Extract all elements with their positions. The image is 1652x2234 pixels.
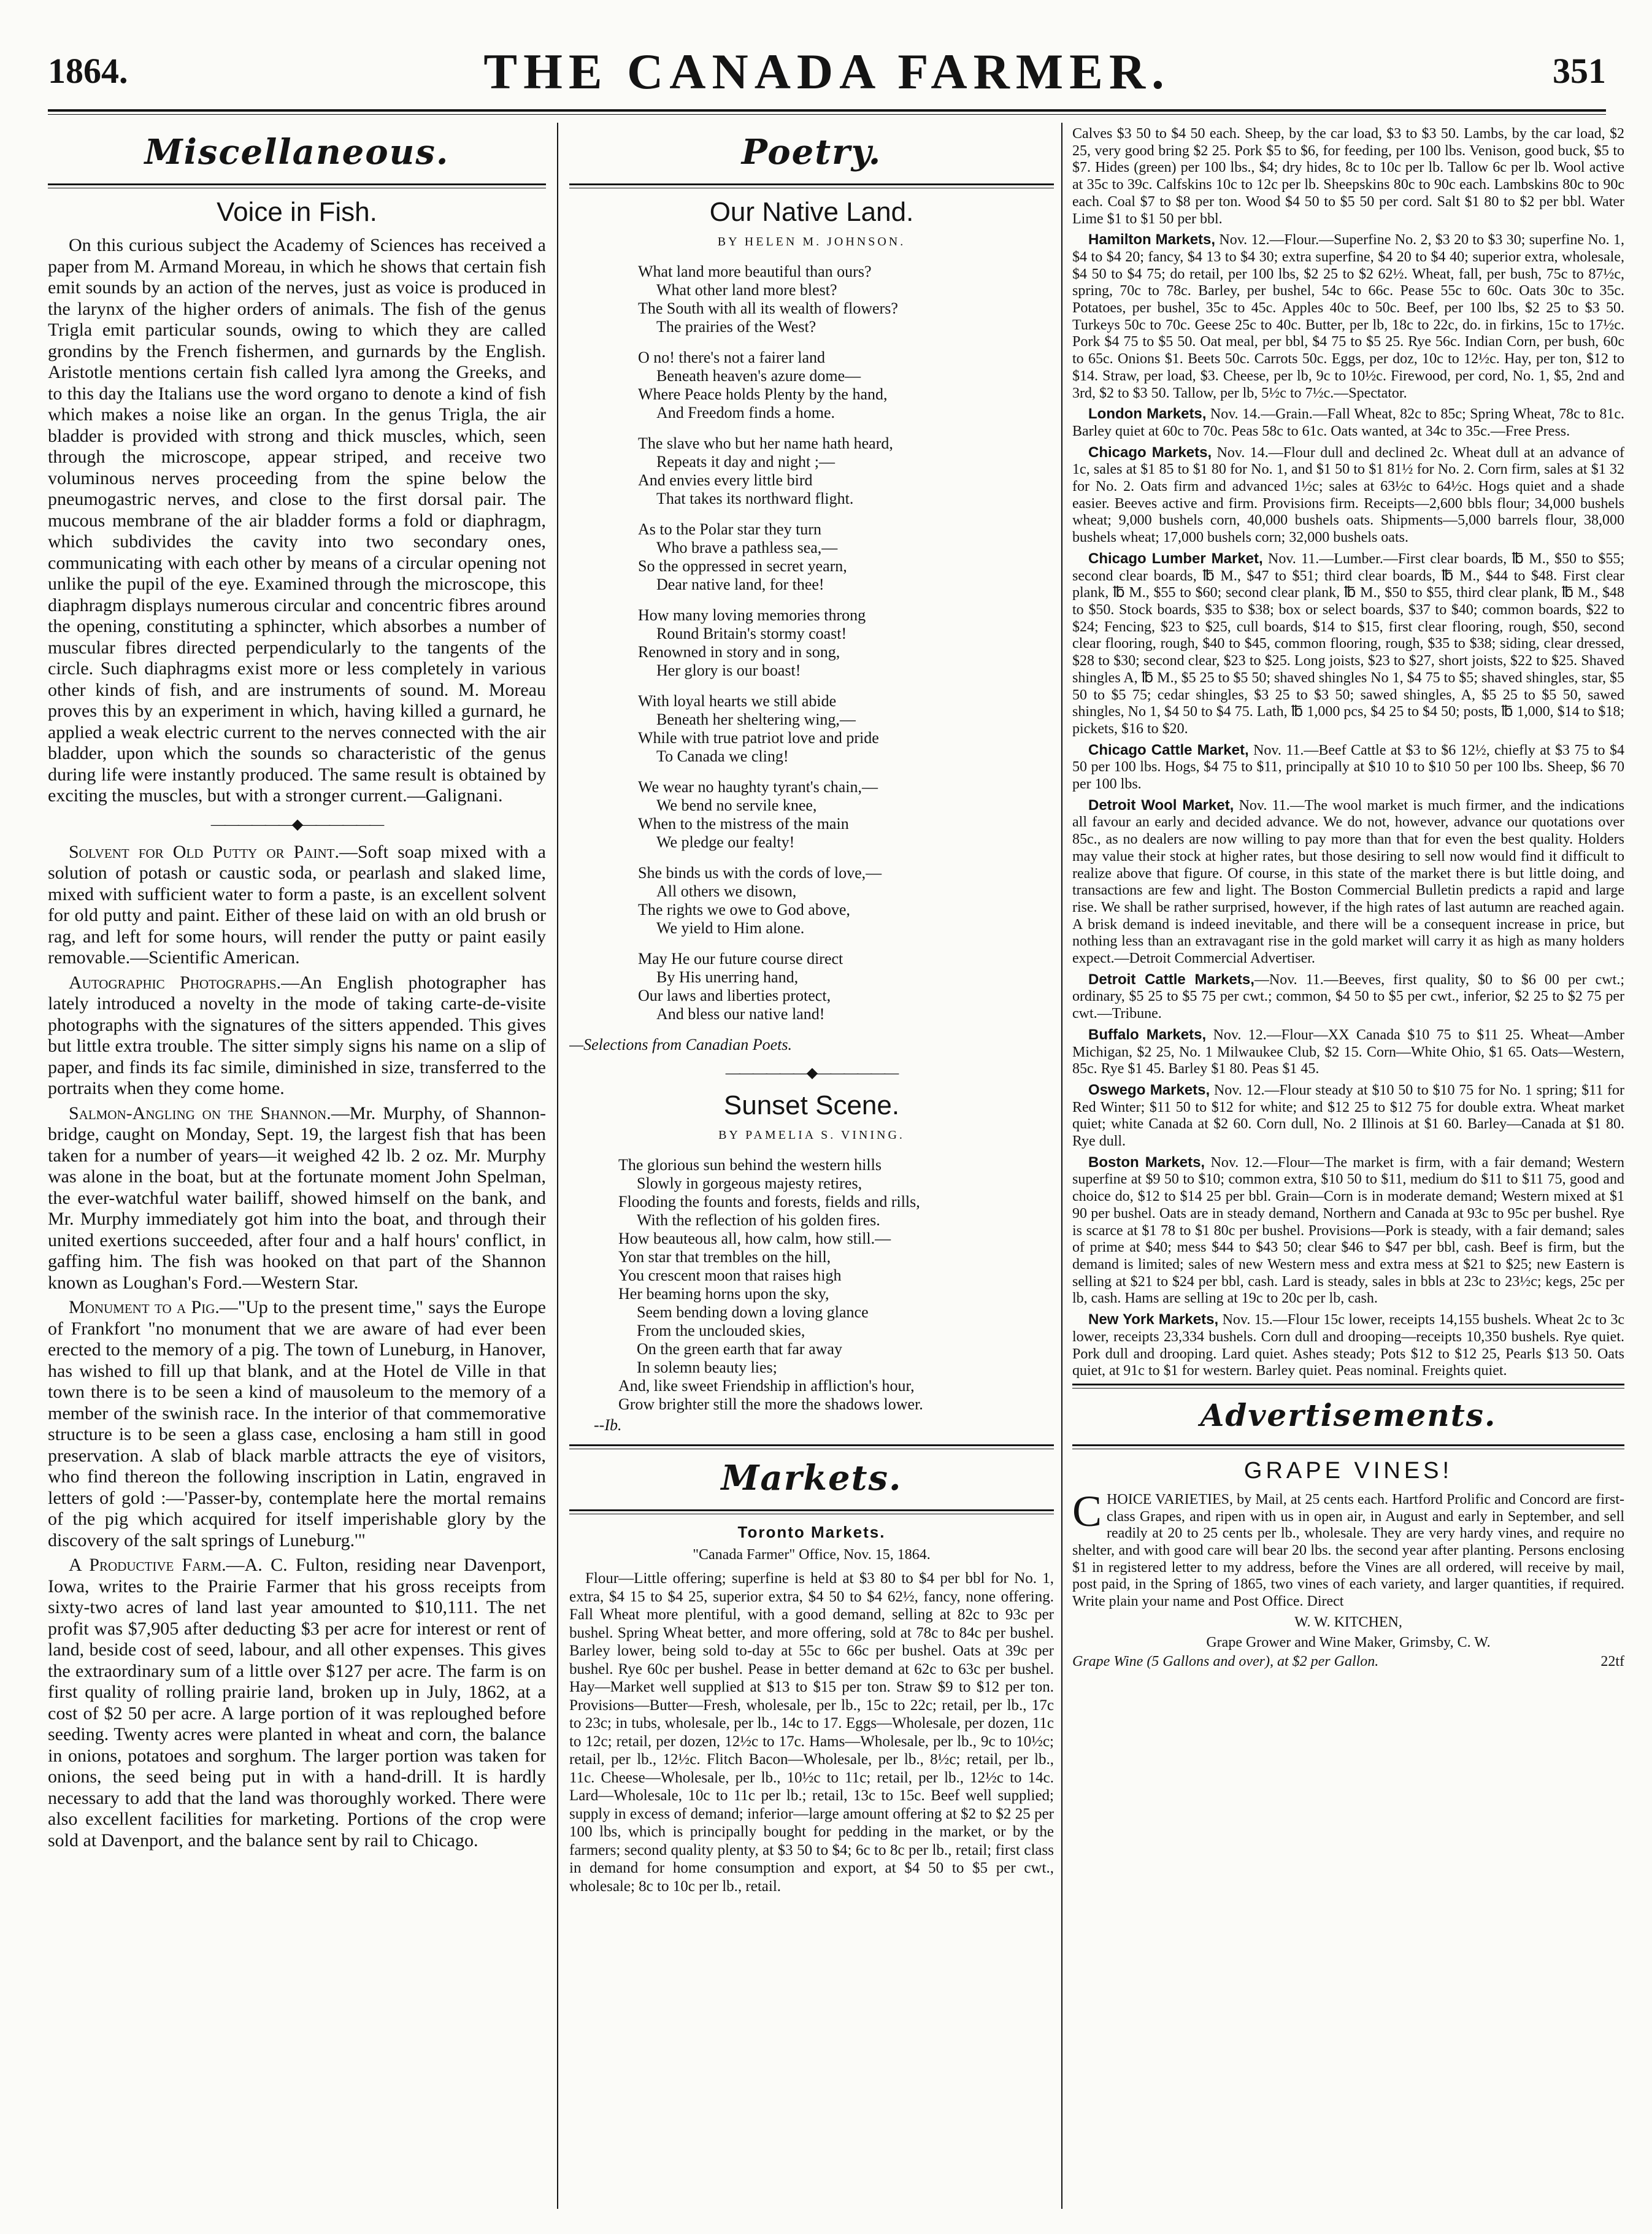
market-text: Nov. 15.—Flour 15c lower, receipts 14,155 bushels. Wheat 2c to 3c lower, receipts 23,334 bushels. Corn dull and drooping—receipts 10,350 bushels. Rye quiet. Pork dull and drooping. Lard quiet. Ashes steady; Pots $12 to $12 25, Pearls $13 50. Oats quiet, at 91c to $1 for western. Barley quiet. Peas nominal. Freights quiet. — [1072, 1312, 1624, 1379]
poem-line: When to the mistress of the main — [638, 815, 849, 833]
section-rule — [48, 183, 546, 188]
poem-line: What land more beautiful than ours? — [638, 263, 872, 280]
run-in-head: Autographic Photographs. — [69, 972, 282, 993]
poem-line: Grow brighter still the more the shadows lower. — [618, 1395, 923, 1413]
section-rule — [569, 1444, 1054, 1449]
article-solvent-putty — [48, 842, 546, 969]
poem-stanza — [638, 864, 1054, 938]
section-rule — [569, 183, 1054, 188]
poem-line: Renowned in story and in song, — [638, 643, 840, 661]
poem-line: We bend no servile knee, — [656, 796, 817, 814]
poem-stanza — [638, 263, 1054, 336]
poem-line: In solemn beauty lies; — [637, 1358, 777, 1376]
market-text: Nov. 12.—Flour steady at $10 50 to $10 75 for No. 1 spring; $11 for Red Winter; $11 50 to $12 for white; and $12 25 to $12 75 for double extra. Wheat market quiet; white Canada at $2 60. Corn dull, No. 2 Illinois at $1 60. Barley—Canada at $1 80. Rye dull. — [1072, 1082, 1624, 1150]
market-text: Nov. 12.—Flour.—Superfine No. 2, $3 20 to $3 30; superfine No. 1, $4 to $4 20; fancy, $4 13 to $4 30; extra superfine, $4 20 to $4 40; superior extra, wholesale, $4 50 to $4 75; do retail, per 100 lbs, $2 25 to $2 62½. Wheat, fall, per bush, 75c to 87½c, spring, 70c to 78c. Barley, per bushel, 54c to 66c. Pease 55c to 60c. Oats 30c to 35c. Potatoes, per bushel, 35c to 45c. Apples 40c to 50c. Beef, per 100 lbs, $2 25 to $3 50. Turkeys 50c to 70c. Geese 25c to 40c. Butter, per lb, 18c to 22c, do. in firkins, 15c to 17½c. Pork $4 75 to $5 50. Oat meal, per bbl, $4 75 to $5 25. Rye 56c. Indian Corn, per bush, 60c to 65c. Onions $1. Beets 50c. Carrots 50c. Eggs, per doz, 10c to 12½c. Hay, per ton, $12 to $14. Straw, per load, $3. Cheese, per lb, 9c to 10½c. Firewood, per cord, No. 1, $5, 2nd and 3rd, $2 to $3 50. Tallow, per lb, 5½c to 7½c.—Spectator. — [1072, 232, 1624, 401]
article-text: —An English photographer has lately introduced a novelty in the mode of taking carte-de-visite photographs with the signatures of the sitters appended. This gives but little extra trouble. The sitter simply signs his name on a slip of paper, and finds its fac simile, diminished in size, transferred to the portraits when they come home. — [48, 972, 546, 1098]
masthead-rule-thin — [48, 114, 1606, 115]
poem-stanza — [638, 778, 1054, 852]
poem-line: Yon star that trembles on the hill, — [618, 1248, 831, 1266]
poem-line: Beneath her sheltering wing,— — [656, 711, 856, 728]
drop-cap: C — [1072, 1486, 1102, 1536]
article-text: —A. C. Fulton, residing near Davenport, Iowa, writes to the Prairie Farmer that his gross receipts from sixty-two acres of land last year amounted to $10,111. The net profit was $7,905 after deducting $3 per acre for interest or rent of land, beside cost of seed, labour, and all other expenses. This gives the extraordinary sum of a little over $127 per acre. The farm is on first quality of rolling prairie land, broken up in July, 1862, at a cost of $2 50 per acre. A large portion of it was reploughed before seeding. Twenty acres were planted in wheat and corn, the balance in onions, potatoes and sorghum. The larger portion was taken for onions, the seed being put in with a hand-drill. It is hardly necessary to add that the land was thoroughly worked. There were also excellent facilities for marketing. Portions of the crop were sold at Davenport, and the balance sent by rail to Chicago. — [48, 1555, 546, 1851]
column-markets-ads — [1072, 126, 1624, 2206]
poem-stanza — [638, 692, 1054, 766]
ad-code: 22tf — [1600, 1653, 1624, 1670]
market-name: London Markets, — [1088, 406, 1207, 423]
section-rule — [569, 1509, 1054, 1514]
column-miscellaneous — [48, 126, 546, 2206]
poem-line: Slowly in gorgeous majesty retires, — [637, 1174, 862, 1192]
poem-credit: --Ib. — [594, 1416, 622, 1434]
poem-byline: BY PAMELIA S. VINING. — [718, 1128, 905, 1142]
section-rule — [1072, 1384, 1624, 1389]
poem-line: Our laws and liberties protect, — [638, 987, 831, 1004]
poem-line: The rights we owe to God above, — [638, 901, 850, 919]
article-title-voice-in-fish: Voice in Fish. — [217, 197, 377, 227]
poem-line: O no! there's not a fairer land — [638, 349, 826, 366]
poem-line: By His unerring hand, — [656, 968, 799, 986]
market-new-york — [1072, 1311, 1624, 1380]
poem-line: Who brave a pathless sea,— — [656, 539, 838, 557]
section-heading-advertisements: Advertisements. — [1200, 1396, 1497, 1433]
market-name: Chicago Lumber Market, — [1088, 550, 1263, 567]
market-name: Hamilton Markets, — [1088, 231, 1216, 248]
section-heading-poetry: Poetry. — [741, 132, 882, 172]
market-chicago-lumber — [1072, 550, 1624, 738]
section-heading-markets: Markets. — [721, 1458, 902, 1498]
ornament-divider: ——————◆—————— — [725, 1065, 898, 1081]
toronto-markets-report: Flour—Little offering; superfine is held at $3 80 to $4 per bbl for No. 1, extra, $4 15 to $4 25, superior extra, $4 50 to $4 62½, fancy, none offering. Fall Wheat more plentiful, with a good demand, selling at 82c to 93c per bushel. Spring Wheat better, and more offering, sold at 78c to 84c per bushel. Barley lower, being sold to-day at 55c to 66c per bushel. Oats at 39c per bushel. Rye 60c per bushel. Pease in better demand at 62c to 63c per bushel. Hay—Market well supplied at $13 to $15 per ton. Straw $9 to $12 per ton. Provisions—Butter—Fresh, wholesale, per lb., 15c to 22c; retail, per lb., 17c to 23c; in tubs, wholesale, per lb., 14c to 17. Eggs—Wholesale, per dozen, 11c to 12c; retail, per dozen, 12½c to 17c. Hams—Wholesale, per lb., 9c to 10½c; retail, per lb., 12½c. Flitch Bacon—Wholesale, per lb., 8½c; retail, per lb., 11c. Cheese—Wholesale, per lb., 10½c to 11c; retail, per lb., 12½c to 14c. Lard—Wholesale, 10c to 11c per lb.; retail, 13c to 15c. Beef well supplied; supply in excess of demand; inferior—large amount offering at $2 to $2 25 per 100 lbs, which is principally bought for pedding in the market, or by the farmers; second quality plenty, at $3 50 to $4; 6c to 8c per lb., retail; first class in demand for home consumption and export, at $4 50 to $5 per cwt., wholesale; 8c to 10c per lb., retail. — [569, 1570, 1054, 1895]
toronto-markets-title: Toronto Markets. — [737, 1523, 886, 1541]
section-rule — [1072, 1444, 1624, 1449]
market-oswego — [1072, 1082, 1624, 1150]
poem-line: Where Peace holds Plenty by the hand, — [638, 385, 888, 403]
poem-byline: BY HELEN M. JOHNSON. — [717, 235, 906, 248]
market-name: Detroit Wool Market, — [1088, 796, 1234, 814]
market-text: Nov. 11.—The wool market is much firmer, and the indications all favour an early and decided advance. We do not, however, advance our quotations over 85c., as no dealers are now willing to pay more than that for even the best quality. Holders may value their stock at higher rates, but those desiring to sell now would find it difficult to realize above that figure. Of course, in this state of the market there is but little doing, and transactions are few and light. The Boston Commercial Bulletin predicts a rapid and large rise. We shall be rather surprised, however, if the high rates of last autumn are reached again. A brisk demand is indeed inevitable, and there will be a consequent increase in price, but nothing less than an extravagant rise in the gold market will carry it as high as many holders expect.—Detroit Commercial Advertiser. — [1072, 797, 1624, 967]
market-detroit-wool — [1072, 797, 1624, 968]
poem-line: Her glory is our boast! — [656, 661, 801, 679]
poem-line: The glorious sun behind the western hills — [618, 1156, 882, 1174]
poem-line: Flooding the founts and forests, fields and rills, — [618, 1193, 920, 1211]
market-name: Chicago Cattle Market, — [1088, 741, 1249, 758]
market-text: Nov. 14.—Flour dull and declined 2c. Wheat dull at an advance of 1c, sales at $1 85 to $1 80 for No. 1, and $1 50 to $1 81½ for No. 2. Corn firm, sales at $1 32 for No. 2. Oats firm and advanced 1½c; sales at 63½c to 64½c. Hogs quiet and a shade easier. Beeves active and firm. Provisions firm. Receipts—2,600 bbls flour; 34,000 bushels wheat; 9,000 bushels corn, 40,000 bushels oats. Shipments—5,000 barrels flour, 38,000 bushels wheat; 17,000 bushels corn; 32,000 bushels oats. — [1072, 444, 1624, 546]
poem-line: You crescent moon that raises high — [618, 1266, 842, 1284]
market-name: Oswego Markets, — [1088, 1081, 1210, 1098]
market-name: New York Markets, — [1088, 1311, 1219, 1328]
article-productive-farm — [48, 1555, 546, 1851]
poem-line: So the oppressed in secret yearn, — [638, 557, 847, 575]
ad-grape-vines-text — [1072, 1486, 1624, 1611]
column-divider-1 — [557, 123, 558, 2209]
ad-wine-text: Grape Wine (5 Gallons and over), at $2 per Gallon. — [1072, 1653, 1379, 1670]
column-poetry-markets — [569, 126, 1054, 2206]
market-chicago-cattle — [1072, 742, 1624, 793]
section-heading-miscellaneous: Miscellaneous. — [144, 132, 450, 172]
poem-title-sunset-scene: Sunset Scene. — [723, 1090, 900, 1120]
poem-line: How beauteous all, how calm, how still.— — [618, 1230, 891, 1247]
masthead-rule — [48, 109, 1606, 112]
poem-line: The prairies of the West? — [656, 318, 816, 336]
poem-line: And envies every little bird — [638, 471, 813, 489]
market-name: Chicago Markets, — [1088, 444, 1212, 461]
market-text: Nov. 14.—Grain.—Fall Wheat, 82c to 85c; Spring Wheat, 78c to 81c. Barley quiet at 60c to 70c. Peas 58c to 61c. Oats wanted, at 34c to 35c.—Free Press. — [1072, 406, 1624, 439]
toronto-markets-continued: Calves $3 50 to $4 50 each. Sheep, by the car load, $3 to $3 50. Lambs, by the car load, $2 25, very good bring $2 25. Pork $5 to $6, for feeding, per 100 lbs. Venison, good buck, $5 to $7. Hides (green) per 100 lbs., $4; dry hides, 8c to 10c per lb. Tallow 6c per lb. Wool active at 35c to 39c. Calfskins 10c to 12c per lb. Sheepskins 80c to 90c each. Lambskins 80c to 90c each. Coal $7 to $8 per ton. Wood $4 50 to $5 50 per cord. Salt $1 80 to $2 per bbl. Water Lime $1 to $1 50 per bbl. — [1072, 126, 1624, 227]
poem-title-our-native-land: Our Native Land. — [709, 197, 914, 227]
run-in-head: Salmon-Angling on the Shannon. — [69, 1103, 331, 1123]
market-text: —Nov. 11.—Beeves, first quality, $0 to $6 00 per cwt.; ordinary, $5 25 to $5 75 per cwt.; common, $4 50 to $5 per cwt., inferior, $2 25 to $2 75 per cwt.—Tribune. — [1072, 971, 1624, 1022]
market-text: Nov. 11.—Lumber.—First clear boards, ℔ M., $50 to $55; second clear boards, ℔ M., $47 to $51; third clear boards, ℔ M., $44 to $48. First clear plank, ℔ M., $55 to $60; second clear plank, ℔ M., $50 to $55, third clear plank, ℔ M., $48 to $50. Stock boards, $35 to $38; box or select boards, $37 to $40; common boards, $22 to $24; Fencing, $23 to $25, cull boards, $14 to $15, first clear flooring, rough, $50, second clear flooring, rough, $40 to $45, common flooring, rough, $35 to $38; siding, clear dressed, $28 to $30; second clear, $23 to $25. Long joists, $23 to $27, short joists, $22 to $25. Shaved shingles A, ℔ M., $5 25 to $5 50; shaved shingles No 1, $4 75 to $5; shaved shingles, star, $5 50 to $5 75; cedar shingles, $3 25 to $3 50; sawed shingles, A, $5 25 to $5 50, sawed shingles, No 1, $4 50 to $4 75. Lath, ℔ 1,000 pcs, $4 25 to $4 50; posts, ℔ 1,000, $14 to $18; pickets, $16 to $20. — [1072, 550, 1624, 737]
market-name: Detroit Cattle Markets, — [1088, 971, 1254, 988]
ad-title-grape-vines: GRAPE VINES! — [1243, 1457, 1453, 1484]
poem-line: What other land more blest? — [656, 281, 837, 299]
poem-sunset-scene — [569, 1156, 1054, 1414]
market-text: Nov. 12.—Flour—XX Canada $10 75 to $11 25. Wheat—Amber Michigan, $2 25, No. 1 Milwaukee Club, $2 15. Corn—White Ohio, $1 65. Oats—Western, 85c. Rye $1 45. Barley $1 80. Peas $1 45. — [1072, 1026, 1624, 1077]
poem-line: That takes its northward flight. — [656, 490, 854, 507]
poem-stanza — [638, 434, 1054, 508]
market-boston — [1072, 1154, 1624, 1308]
poem-line: Repeats it day and night ;— — [656, 453, 836, 471]
masthead — [48, 38, 1606, 106]
run-in-head: Monument to a Pig. — [69, 1297, 220, 1317]
ad-signature: W. W. KITCHEN, — [1294, 1614, 1402, 1630]
article-voice-in-fish: On this curious subject the Academy of Sciences has received a paper from M. Armand Moreau, in which he shows that certain fish emit sounds by an action of the nerves, just as voice is produced in the larynx of the higher orders of animals. The fish of the genus Trigla emit particular sounds, owing to which they are called grondins by the French fishermen, and gurnards by the English. Aristotle mentions certain fish called lyra among the Greeks, and to this day the Italians use the word organo to denote a kind of fish which makes a noise like an organ. In the genus Trigla, the air bladder is provided with strong and thick muscles, which, seen through the microscope, appear striped, and receive two voluminous nerves proceeding from the spine below the pneumogastric nerves, and close to the first dorsal pair. The mucous membrane of the air bladder forms a fold or diaphragm, which subdivides the cavity into two secondary ones, communicating with each other by means of a circular opening not unlike the pupil of the eye. Examined through the microscope, this diaphragm displays numerous circular and concentric fibres around the opening, constituting a sphincter, which absorbes a number of muscular fibres directed perpendicularly to the tangents of the circle. Such diaphragms exist more or less completely in various other kinds of fish, and are instruments of sound. M. Moreau proves this by an experiment in which, having killed a gurnard, he applied a weak electric current to the nerves connected with the air bladder, upon which the sounds so characteristic of the genus during life were instantly produced. The same result is obtained by exciting the muscles, but with a stronger current.—Galignani. — [48, 235, 546, 806]
poem-line: And Freedom finds a home. — [656, 404, 836, 422]
poem-line: To Canada we cling! — [656, 747, 789, 765]
article-text: —Mr. Murphy, of Shannon-bridge, caught on Monday, Sept. 19, the largest fish that has been taken for a number of years—it weighed 42 lb. 2 oz. Mr. Murphy was alone in the boat, but at the fortunate moment John Spelman, the ever-watchful water bailiff, showed himself on the bank, and Mr. Murphy immediately got him into the boat, and through their united exertions succeeded, after four and a half hours' conflict, in gaffing him. The fish was hooked on that part of the Shannon known as Loughan's Ford.—Western Star. — [48, 1103, 546, 1293]
poem-line: May He our future course direct — [638, 950, 843, 968]
poem-line: Round Britain's stormy coast! — [656, 625, 847, 642]
market-name: Boston Markets, — [1088, 1154, 1205, 1171]
ornament-divider: ——————◆—————— — [210, 816, 383, 833]
market-chicago — [1072, 444, 1624, 547]
ad-text: HOICE VARIETIES, by Mail, at 25 cents each. Hartford Prolific and Concord are first-class Grapes, and ripen with us in open air, in August and early in September, and sell readily at 20 to 25 cents per lb., wholesale. They are very hardy vines, and require no shelter, and with good care will bear 20 lbs. the second year after planting. Persons enclosing $1 in registered letter to my address, before the Vines are all ordered, will receive by mail, post paid, in the Spring of 1865, two vines of each variety, and larger quantities, if required. Write plain your name and Post Office. Direct — [1072, 1491, 1624, 1610]
run-in-head: Solvent for Old Putty or Paint. — [69, 841, 339, 862]
market-london — [1072, 406, 1624, 440]
poem-stanza — [638, 520, 1054, 594]
poem-line: Beneath heaven's azure dome— — [656, 367, 861, 385]
market-buffalo — [1072, 1026, 1624, 1078]
masthead-title: THE CANADA FARMER. — [483, 44, 1170, 99]
article-autographic-photographs — [48, 973, 546, 1100]
poem-line: On the green earth that far away — [637, 1340, 842, 1358]
poem-line: As to the Polar star they turn — [638, 520, 821, 538]
poem-line: With the reflection of his golden fires. — [637, 1211, 880, 1229]
market-hamilton — [1072, 231, 1624, 402]
poem-line: Seem bending down a loving glance — [637, 1303, 869, 1321]
poem-line: She binds us with the cords of love,— — [638, 864, 882, 882]
poem-our-native-land — [569, 263, 1054, 1023]
page-number: 351 — [1553, 51, 1606, 91]
poem-stanza — [638, 606, 1054, 680]
poem-line: How many loving memories throng — [638, 606, 866, 624]
article-text: —"Up to the present time," says the Europe of Frankfort "no monument that we are aware of had ever been erected to the memory of a pig. The town of Luneburg, in Hanover, has wished to fill up that blank, and at the Hotel de Ville in that town there is to be seen a kind of mausoleum to the memory of a member of the swinish race. In the interior of that commemorative structure is to be seen a glass case, enclosing a ham still in good preservation. A slab of black marble attracts the eye of visitors, who find thereon the following inscription in Latin, engraved in letters of gold :—'Passer-by, contemplate here the mortal remains of the pig which acquired for itself imperishable glory by the discovery of the salt springs of Luneburg.'" — [48, 1297, 546, 1550]
market-name: Buffalo Markets, — [1088, 1026, 1207, 1043]
article-text: —Soft soap mixed with a solution of potash or caustic soda, or pearlash and slaked lime, mixed with sufficient water to form a paste, is an excellent solvent for old putty and paint. Either of these laid on with an old brush or rag, and left for some hours, will render the putty or paint easily removable.—Scientific American. — [48, 841, 546, 968]
ad-grape-wine-line — [1072, 1654, 1624, 1670]
poem-line: From the unclouded skies, — [637, 1322, 805, 1339]
market-text: Nov. 12.—Flour—The market is firm, with a fair demand; Western superfine at $9 50 to $10; common extra, $10 50 to $11, medium do $11 to $11 75, good and choice do, $12 to $14 25 per bbl. Grain—Corn is in moderate demand; Western mixed at $1 90 per bushel. Oats are in steady demand, Northern and Canada at 93c to 95c per bushel. Rye is scarce at $1 78 to $1 80c per bushel. Provisions—Pork is steady, with a fair demand; sales of prime at $40; mess $44 to $43 50; clear $46 to $47 per bbl, cash. Beef is firm, but the demand is limited; sales of new Western mess and extra mess at $21 to $25; new Eastern is selling at $21 to $24 per bbl, cash. Lard is steady, sales in bbls at 23c to 23½c; kegs, 25c per lb, cash. Hams are selling at 19c to 20c per lb, cash. — [1072, 1154, 1624, 1307]
poem-line: Dear native land, for thee! — [656, 576, 824, 593]
poem-line: With loyal hearts we still abide — [638, 692, 837, 710]
poem-line: The slave who but her name hath heard, — [638, 434, 893, 452]
article-monument-pig — [48, 1297, 546, 1551]
column-divider-2 — [1061, 123, 1062, 2209]
run-in-head: A Productive Farm. — [69, 1555, 226, 1575]
toronto-markets-date: "Canada Farmer" Office, Nov. 15, 1864. — [693, 1547, 931, 1563]
poem-line: The South with all its wealth of flowers? — [638, 299, 898, 317]
poem-line: And bless our native land! — [656, 1005, 825, 1023]
poem-stanza — [638, 950, 1054, 1023]
poem-line: Her beaming horns upon the sky, — [618, 1285, 829, 1303]
market-text: Nov. 11.—Beef Cattle at $3 to $6 12½, chiefly at $3 75 to $4 50 per 100 lbs. Hogs, $4 75 to $11, principally at $10 10 to $10 50 per 100 lbs. Sheep, $6 70 per 100 lbs. — [1072, 742, 1624, 793]
article-salmon-angling — [48, 1103, 546, 1294]
poem-line: All others we disown, — [656, 882, 797, 900]
poem-line: We wear no haughty tyrant's chain,— — [638, 778, 878, 796]
poem-line: While with true patriot love and pride — [638, 729, 879, 747]
ad-signature-title: Grape Grower and Wine Maker, Grimsby, C. W. — [1206, 1634, 1491, 1650]
poem-line: And, like sweet Friendship in affliction's hour, — [618, 1377, 915, 1395]
poem-credit: —Selections from Canadian Poets. — [569, 1036, 793, 1053]
masthead-year: 1864. — [48, 51, 128, 91]
poem-line: We pledge our fealty! — [656, 833, 795, 851]
poem-line: We yield to Him alone. — [656, 919, 805, 937]
poem-stanza — [638, 349, 1054, 422]
market-detroit-cattle — [1072, 971, 1624, 1023]
